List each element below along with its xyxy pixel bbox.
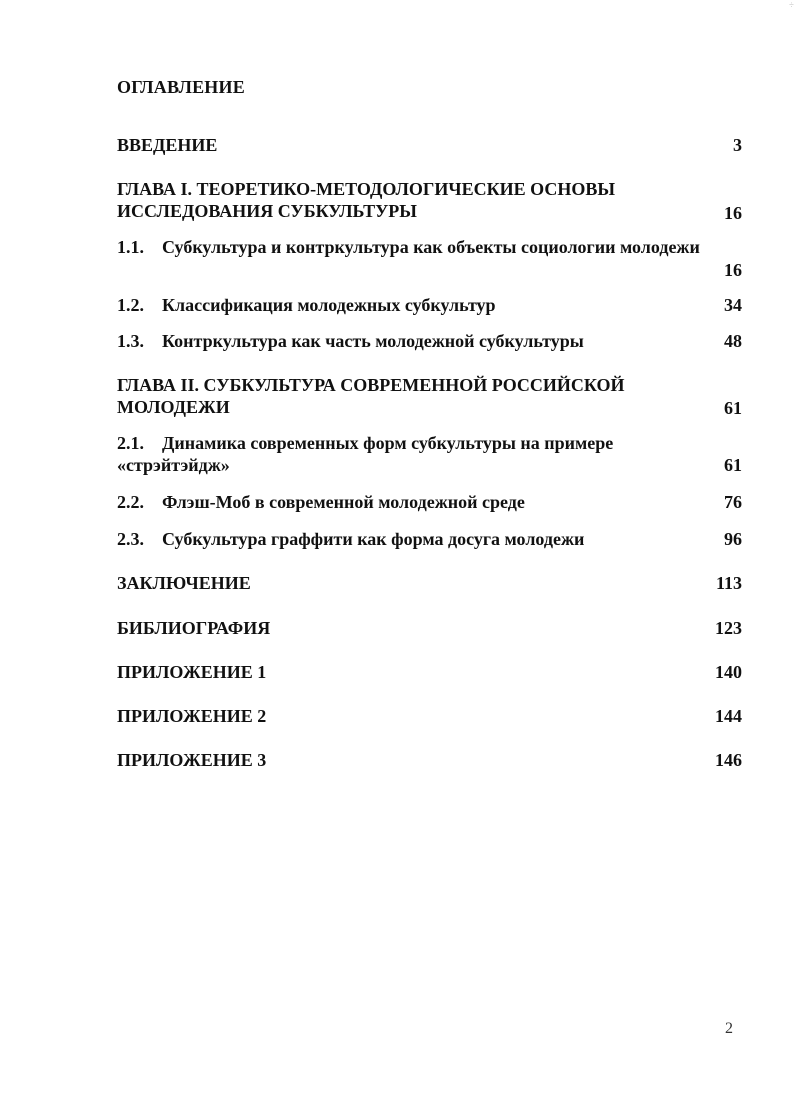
toc-entry-page: 113 [715,573,742,593]
toc-entry-number: 1.1. [117,237,144,257]
toc-entry-section-2-2[interactable] [117,491,742,513]
toc-entry-appendix-1[interactable] [117,661,742,683]
page-number: 2 [725,1020,733,1037]
toc-entry-label-line2: ИССЛЕДОВАНИЯ СУБКУЛЬТУРЫ [117,201,417,221]
toc-entry-label: Контркультура как часть молодежной субкультуры [162,331,584,351]
toc-entry-page: 140 [715,662,742,682]
toc-entry-page: 3 [733,135,742,155]
toc-entry-page: 144 [715,706,742,726]
toc-entry-number: 2.1. [117,433,144,453]
corner-mark: ÷ [789,0,794,10]
toc-entry-conclusion[interactable] [117,572,742,594]
toc-entry-label-line1: ГЛАВА I. ТЕОРЕТИКО-МЕТОДОЛОГИЧЕСКИЕ ОСНОВЫ [117,179,616,199]
toc-entry-label: Субкультура граффити как форма досуга молодежи [162,529,585,549]
toc-entry-page: 76 [724,492,742,512]
toc-entry-bibliography[interactable] [117,617,742,639]
toc-entry-number: 2.2. [117,492,144,512]
toc-entry-page: 96 [724,529,742,549]
toc-entry-appendix-3[interactable] [117,749,742,771]
toc-entry-section-1-2[interactable] [117,294,742,316]
toc-entry-label: Флэш-Моб в современной молодежной среде [162,492,525,512]
toc-entry-page: 146 [715,750,742,770]
toc-entry-section-1-3[interactable] [117,330,742,352]
toc-entry-section-1-1[interactable] [117,236,742,280]
toc-entry-label: БИБЛИОГРАФИЯ [117,618,271,638]
toc-entry-label-line2: МОЛОДЕЖИ [117,397,230,417]
toc-entry-number: 2.3. [117,529,144,549]
toc-entry-chapter-1[interactable] [117,178,742,222]
toc-entry-label-line2: «стрэйтэйдж» [117,455,230,475]
toc-entry-label: Субкультура и контркультура как объекты социологии молодежи [162,237,700,257]
toc-entry-label: ПРИЛОЖЕНИЕ 1 [117,662,267,682]
toc-entry-appendix-2[interactable] [117,705,742,727]
toc-entry-page: 61 [724,455,742,475]
toc-entry-page: 123 [715,618,742,638]
toc-entry-page: 34 [724,295,742,315]
toc-entry-number: 1.2. [117,295,144,315]
toc-entry-chapter-2[interactable] [117,374,742,418]
toc-entry-section-2-3[interactable] [117,528,742,550]
toc-entry-label: Классификация молодежных субкультур [162,295,496,315]
toc-entry-page: 16 [724,260,742,280]
toc-entry-label: ВВЕДЕНИЕ [117,135,218,155]
toc-entry-label-line1: Динамика современных форм субкультуры на примере [162,433,614,453]
toc-entry-page: 16 [724,203,742,223]
toc-entry-page: 48 [724,331,742,351]
toc-entry-section-2-1[interactable] [117,432,742,476]
toc-entry-label: ПРИЛОЖЕНИЕ 3 [117,750,267,770]
toc-entry-page: 61 [724,398,742,418]
toc-entry-label: ЗАКЛЮЧЕНИЕ [117,573,251,593]
toc-entry-label-line1: ГЛАВА II. СУБКУЛЬТУРА СОВРЕМЕННОЙ РОССИЙСКОЙ [117,375,625,395]
toc-entry-label: ПРИЛОЖЕНИЕ 2 [117,706,267,726]
toc-title: ОГЛАВЛЕНИЕ [117,77,245,97]
toc-entry-number: 1.3. [117,331,144,351]
toc-entry-intro[interactable] [117,134,742,156]
